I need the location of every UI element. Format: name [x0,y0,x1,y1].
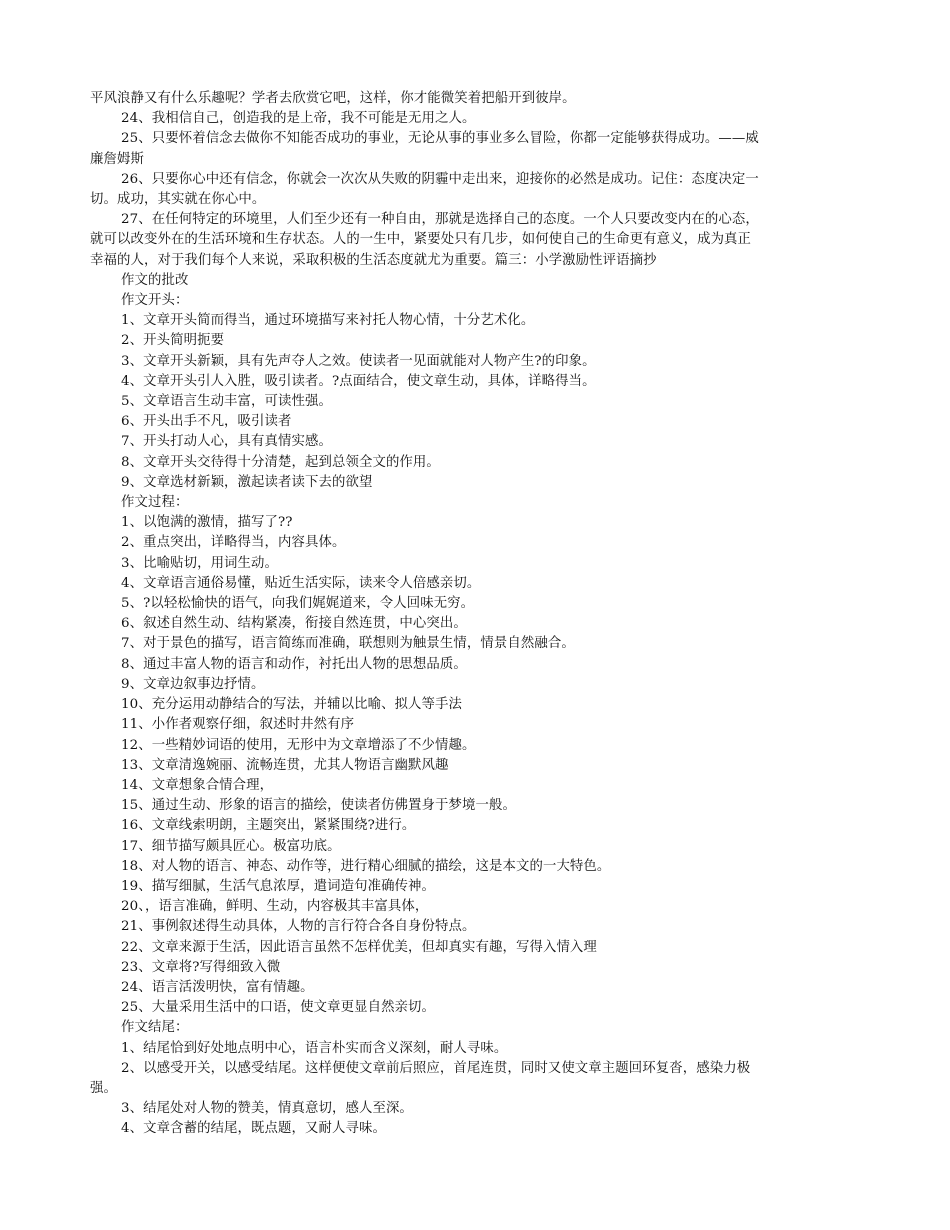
text-line: 12、一些精妙词语的使用，无形中为文章增添了不少情趣。 [121,737,476,753]
text-line: 23、文章将?写得细致入微 [121,959,281,975]
text-line: 14、文章想象合情合理， [121,777,274,793]
text-line: 作文的批改 [121,272,189,288]
text-line: 27、在任何特定的环境里，人们至少还有一种自由，那就是选择自己的态度。一个人只要改变内在的心态， [121,212,759,228]
text-line: 作文过程： [121,495,189,511]
text-line: 16、文章线索明朗，主题突出，紧紧围绕?进行。 [121,818,416,834]
text-line: 22、文章来源于生活，因此语言虽然不怎样优美，但却真实有趣，写得入情入理 [121,939,597,955]
text-line: 9、文章边叙事边抒情。 [121,676,265,692]
text-line: 10、充分运用动静结合的写法，并辅以比喻、拟人等手法 [121,697,463,713]
text-line: 21、事例叙述得生动具体，人物的言行符合各自身份特点。 [121,919,476,935]
text-line: 切。成功，其实就在你心中。 [90,192,266,208]
text-line: 廉詹姆斯 [90,151,144,167]
document-page [90,89,865,1140]
text-line: 9、文章选材新颖，激起读者读下去的欲望 [121,474,373,490]
text-line: 26、只要你心中还有信念，你就会一次次从失败的阴霾中走出来，迎接你的必然是成功。记住：态度决定一 [121,171,759,187]
text-line: 2、以感受开关，以感受结尾。这样便使文章前后照应，首尾连贯，同时又使文章主题回环复沓，感染力极 [121,1060,751,1076]
text-line: 就可以改变外在的生活环境和生存状态。人的一生中，紧要处只有几步，如何使自己的生命更有意义，成为真正 [90,232,752,248]
text-line: 3、结尾处对人物的赞美，情真意切，感人至深。 [121,1101,413,1117]
text-line: 20、，语言准确，鲜明、生动，内容极其丰富具体， [121,899,429,915]
text-line: 1、以饱满的激情，描写了?? [121,515,293,531]
text-line: 6、开头出手不凡，吸引读者 [121,414,292,430]
text-line: 17、细节描写颇具匠心。极富功底。 [121,838,341,854]
text-line: 1、文章开头简而得当，通过环境描写来衬托人物心情，十分艺术化。 [121,313,535,329]
text-line: 24、语言活泼明快，富有情趣。 [121,979,314,995]
text-line: 4、文章含蓄的结尾，既点题，又耐人寻味。 [121,1121,386,1137]
text-line: 4、文章语言通俗易懂，贴近生活实际，读来令人倍感亲切。 [121,575,481,591]
text-line: 平风浪静又有什么乐趣呢？学者去欣赏它吧，这样，你才能微笑着把船开到彼岸。 [90,91,576,106]
text-line: 8、通过丰富人物的语言和动作，衬托出人物的思想品质。 [121,656,467,672]
text-line: 作文结尾： [121,1020,189,1036]
text-line: 5、文章语言生动丰富，可读性强。 [121,394,332,410]
text-line: 24、我相信自己，创造我的是上帝，我不可能是无用之人。 [121,111,476,127]
text-line: 4、文章开头引人入胜，吸引读者。?点面结合，使文章生动，具体，详略得当。 [121,373,596,389]
text-line: 6、叙述自然生动、结构紧凑，衔接自然连贯，中心突出。 [121,616,467,632]
text-line: 幸福的人，对于我们每个人来说，采取积极的生活态度就尤为重要。篇三：小学激励性评语摘抄 [90,252,657,268]
text-line: 13、文章清逸婉丽、流畅连贯，尤其人物语言幽默风趣 [121,757,449,773]
text-line: 15、通过生动、形象的语言的描绘，使读者仿佛置身于梦境一般。 [121,798,516,814]
text-line: 3、文章开头新颖，具有先声夺人之效。使读者一见面就能对人物产生?的印象。 [121,353,596,369]
text-line: 2、重点突出，详略得当，内容具体。 [121,535,346,551]
text-line: 19、描写细腻，生活气息浓厚，遣词造句准确传神。 [121,878,436,894]
text-line: 5、?以轻松愉快的语气，向我们娓娓道来，令人回味无穷。 [121,596,475,612]
text-line: 8、文章开头交待得十分清楚，起到总领全文的作用。 [121,454,440,470]
text-line: 作文开头： [121,293,189,309]
text-line: 25、大量采用生活中的口语，使文章更显自然亲切。 [121,1000,436,1016]
text-line: 1、结尾恰到好处地点明中心，语言朴实而含义深刻，耐人寻味。 [121,1040,508,1056]
text-line: 18、对人物的语言、神态、动作等，进行精心细腻的描绘，这是本文的一大特色。 [121,858,611,874]
text-line: 25、只要怀着信念去做你不知能否成功的事业，无论从事的事业多么冒险，你都一定能够获得成功。——威 [121,131,759,147]
text-line: 7、对于景色的描写，语言简练而准确，联想则为触景生情，情景自然融合。 [121,636,575,652]
text-line: 7、开头打动人心，具有真情实感。 [121,434,332,450]
text-line: 3、比喻贴切，用词生动。 [121,555,279,571]
text-line: 11、小作者观察仔细，叙述时井然有序 [121,717,355,733]
text-line: 2、开头简明扼要 [121,333,225,349]
text-line: 强。 [90,1080,117,1096]
